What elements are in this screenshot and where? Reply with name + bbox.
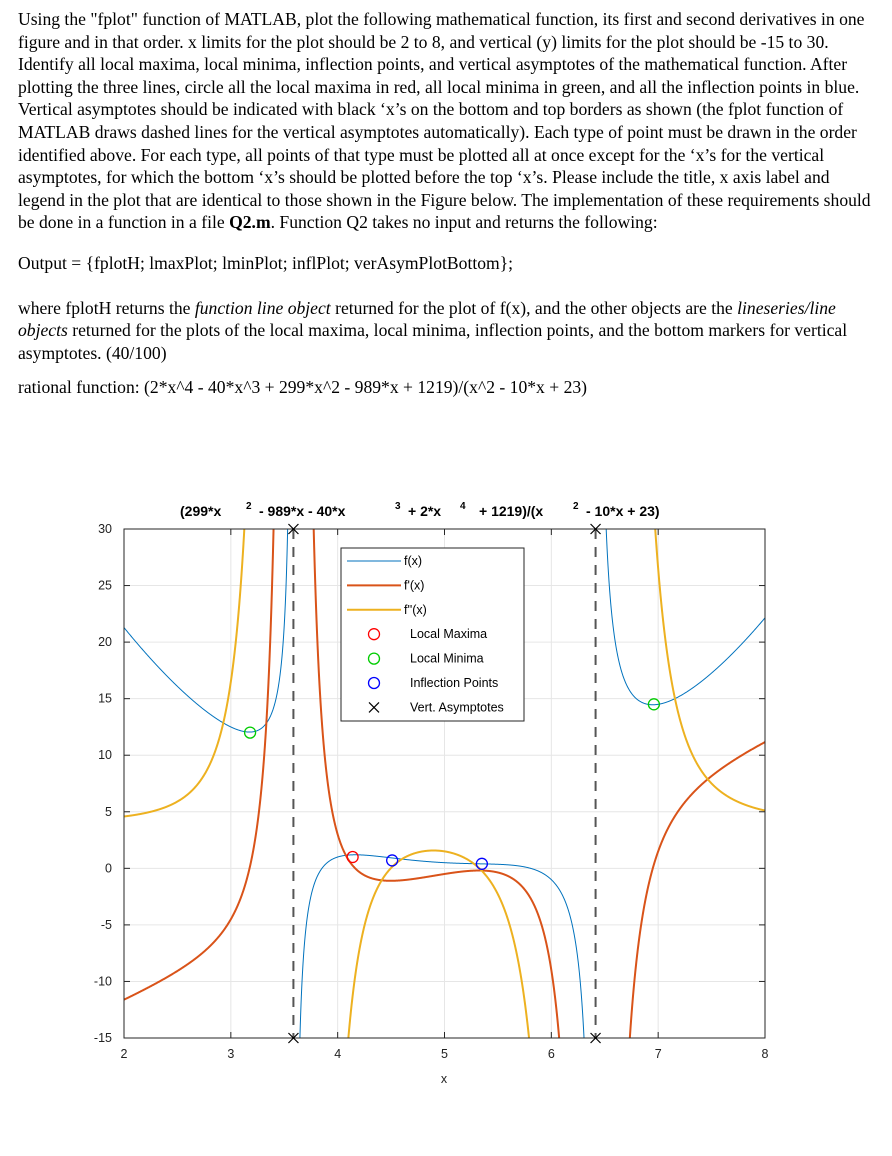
- where-b: returned for the plot of f(x), and the other objects are the: [330, 297, 738, 318]
- where-paragraph: [18, 297, 878, 365]
- title-segment: - 10*x + 23): [586, 503, 660, 519]
- y-tick-label: -5: [100, 917, 112, 932]
- y-tick-label: 25: [98, 578, 112, 593]
- y-tick-label: -15: [93, 1031, 112, 1045]
- file-name: Q2.m: [229, 212, 271, 233]
- y-tick-label: 10: [98, 748, 112, 763]
- rational-function: rational function: (2*x^4 - 40*x^3 + 299*x^2 - 989*x + 1219)/(x^2 - 10*x + 23): [18, 377, 588, 398]
- where-em1: function line object: [194, 297, 331, 318]
- x-tick-label: 3: [227, 1047, 235, 1061]
- legend-label: Local Maxima: [410, 627, 488, 642]
- x-axis-label: x: [440, 1072, 448, 1086]
- legend-label: f''(x): [404, 602, 427, 617]
- legend-label: f'(x): [404, 578, 425, 593]
- output-line: Output = {fplotH; lmaxPlot; lminPlot; inflPlot; verAsymPlotBottom};: [18, 252, 514, 273]
- legend-label: f(x): [404, 554, 423, 568]
- x-tick-label: 2: [120, 1047, 128, 1061]
- problem-text: [18, 8, 878, 399]
- legend-label: Inflection Points: [410, 676, 499, 690]
- title-segment: - 989*x - 40*x: [259, 503, 346, 519]
- matlab-plot: [0, 480, 892, 1120]
- where-em2: lineseries/line objects: [18, 297, 836, 341]
- x-tick-label: 7: [654, 1047, 662, 1061]
- legend-label: Vert. Asymptotes: [410, 700, 504, 715]
- x-tick-label: 5: [441, 1047, 448, 1061]
- title-superscript: 2: [246, 501, 252, 512]
- title-superscript: 3: [395, 501, 401, 512]
- y-tick-label: 30: [98, 522, 112, 536]
- title-superscript: 2: [573, 501, 579, 512]
- where-a: where fplotH returns the: [18, 297, 195, 318]
- problem-body-end: . Function Q2 takes no input and returns the following:: [270, 212, 658, 233]
- title-segment: (299*x: [180, 503, 222, 519]
- y-tick-label: -10: [93, 974, 112, 989]
- y-tick-label: 15: [98, 691, 112, 706]
- x-tick-label: 8: [761, 1047, 769, 1061]
- y-tick-label: 0: [105, 861, 112, 876]
- y-tick-label: 20: [98, 635, 112, 650]
- legend: [341, 548, 524, 721]
- title-segment: + 1219)/(x: [479, 503, 544, 519]
- title-superscript: 4: [460, 501, 466, 512]
- figure: [0, 480, 892, 1120]
- problem-paragraph: [18, 8, 878, 234]
- x-tick-label: 4: [334, 1047, 342, 1061]
- title-segment: + 2*x: [408, 503, 442, 519]
- legend-label: Local Minima: [410, 651, 484, 666]
- problem-body: Using the "fplot" function of MATLAB, plot the following mathematical function, its first and second derivatives in one figure and in that order. x limits for the plot should be 2 to 8, and vertical (y) limits for the plot should be -15 to 30. Identify all local maxima, local minima, inflection points, and vertical asymptotes of the mathematical function. After plotting the three lines, circle all the local maxima in red, all local minima in green, and all the inflection points in blue. Vertical asymptotes should be indicated with black ‘x’s on the bottom and top borders as shown (the fplot function of MATLAB draws dashed lines for the vertical asymptotes automatically). Each type of point must be drawn in the order identified above. For each type, all points of that type must be plotted all at once except for the ‘x’s for the vertical asymptotes, for which the bottom ‘x’s should be plotted before the top ‘x’s. Please include the title, x axis label and legend in the plot that are identical to those shown in the Figure below. The implementation of these requirements should be done in a function in a file: [18, 9, 871, 233]
- plot-title: [180, 501, 660, 519]
- y-tick-label: 5: [105, 804, 112, 819]
- x-tick-label: 6: [547, 1047, 555, 1061]
- where-c: returned for the plots of the local maxima, local minima, inflection points, and the bottom markers for vertical asymptotes. (40/100): [18, 320, 848, 363]
